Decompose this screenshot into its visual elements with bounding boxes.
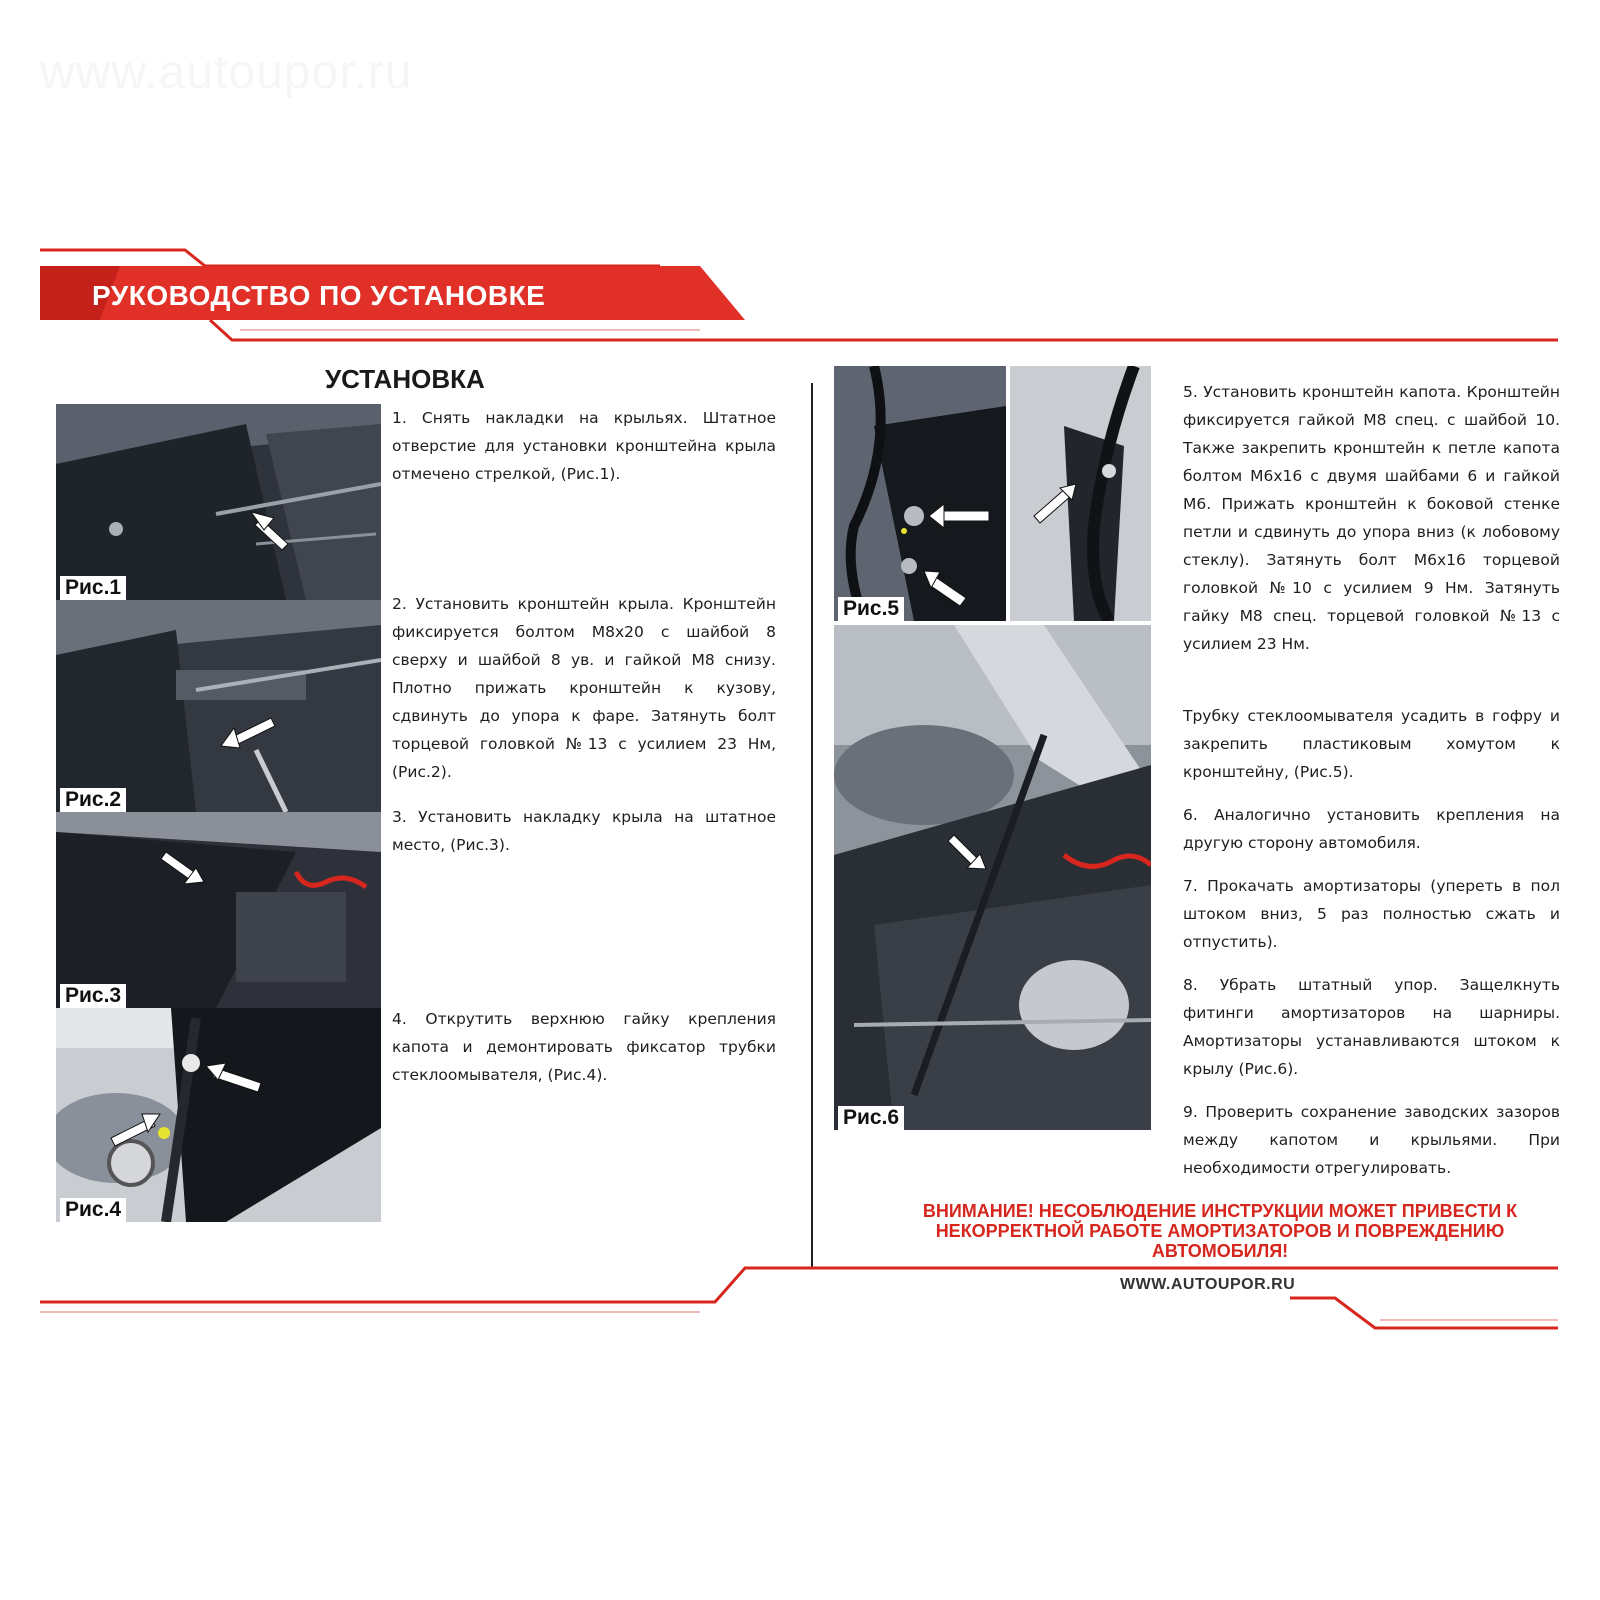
figure-3-photo — [56, 812, 381, 1008]
figure-6-photo — [834, 625, 1151, 1130]
step-1-text: 1. Снять накладки на крыльях. Штатное отверстие для установки кронштейна крыла отмечено стрелкой, (Рис.1). — [392, 409, 776, 483]
section-title: УСТАНОВКА — [325, 364, 485, 394]
warning-notice — [880, 1201, 1560, 1261]
step-2-text: 2. Установить кронштейн крыла. Кронштейн фиксируется болтом М8х20 с шайбой 8 сверху и шайбой 8 ув. и гайкой М8 снизу. Плотно прижать кронштейн к кузову, сдвинуть до упора к фаре. Затянуть болт торцевой головкой №13 с усилием 23 Нм, (Рис.2). — [392, 595, 776, 781]
step-6-text: 6. Аналогично установить крепления на другую сторону автомобиля. — [1183, 806, 1560, 852]
step-7-text: 7. Прокачать амортизаторы (упереть в пол штоком вниз, 5 раз полностью сжать и отпустить). — [1183, 877, 1560, 951]
footer-website[interactable]: WWW.AUTOUPOR.RU — [1120, 1276, 1296, 1293]
footer-banner — [0, 1260, 1600, 1340]
figure-1-label: Рис.1 — [60, 576, 126, 600]
figure-6-label: Рис.6 — [838, 1106, 904, 1130]
warning-line-2: НЕКОРРЕКТНОЙ РАБОТЕ АМОРТИЗАТОРОВ И ПОВРЕЖДЕНИЮ — [935, 1221, 1505, 1241]
figure-1-photo — [56, 404, 381, 600]
figure-4-photo — [56, 1008, 381, 1222]
warning-line-1: ВНИМАНИЕ! НЕСОБЛЮДЕНИЕ ИНСТРУКЦИИ МОЖЕТ ПРИВЕСТИ К — [922, 1201, 1518, 1221]
figure-4-label: Рис.4 — [60, 1198, 126, 1222]
figure-3-label: Рис.3 — [60, 984, 126, 1008]
column-divider — [811, 383, 813, 1268]
step-5-text: 5. Установить кронштейн капота. Кронштейн фиксируется гайкой М8 спец. с шайбой 10. Также закрепить кронштейн к петле капота болтом М6х16 с двумя шайбами 6 и гайкой М6. Прижать кронштейн к боковой стенке петли и сдвинуть до упора вниз (к лобовому стеклу). Затянуть болт М6х16 торцевой головкой №10 с усилием 9 Нм. Затянуть гайку М8 спец. торцевой головкой №13 с усилием 23 Нм. — [1183, 383, 1560, 653]
step-8-text: 8. Убрать штатный упор. Защелкнуть фитинги амортизаторов на шарниры. Амортизаторы устанавливаются штоком к крылу (Рис.6). — [1183, 976, 1560, 1078]
step-5-tube-text: Трубку стеклоомывателя усадить в гофру и закрепить пластиковым хомутом к кронштейну, (Рис.5). — [1183, 707, 1560, 781]
step-9-text: 9. Проверить сохранение заводских зазоров между капотом и крыльями. При необходимости отрегулировать. — [1183, 1103, 1560, 1177]
figure-2-label: Рис.2 — [60, 788, 126, 812]
figure-5-photo — [834, 366, 1151, 621]
figure-5-label: Рис.5 — [838, 597, 904, 621]
step-3-text: 3. Установить накладку крыла на штатное место, (Рис.3). — [392, 808, 776, 854]
figure-2-photo — [56, 600, 381, 812]
watermark: www.autoupor.ru — [40, 46, 413, 99]
warning-line-3: АВТОМОБИЛЯ! — [1151, 1241, 1289, 1261]
step-4-text: 4. Открутить верхнюю гайку крепления капота и демонтировать фиксатор трубки стеклоомывателя, (Рис.4). — [392, 1010, 776, 1084]
page-header-title: РУКОВОДСТВО ПО УСТАНОВКЕ — [92, 280, 546, 311]
